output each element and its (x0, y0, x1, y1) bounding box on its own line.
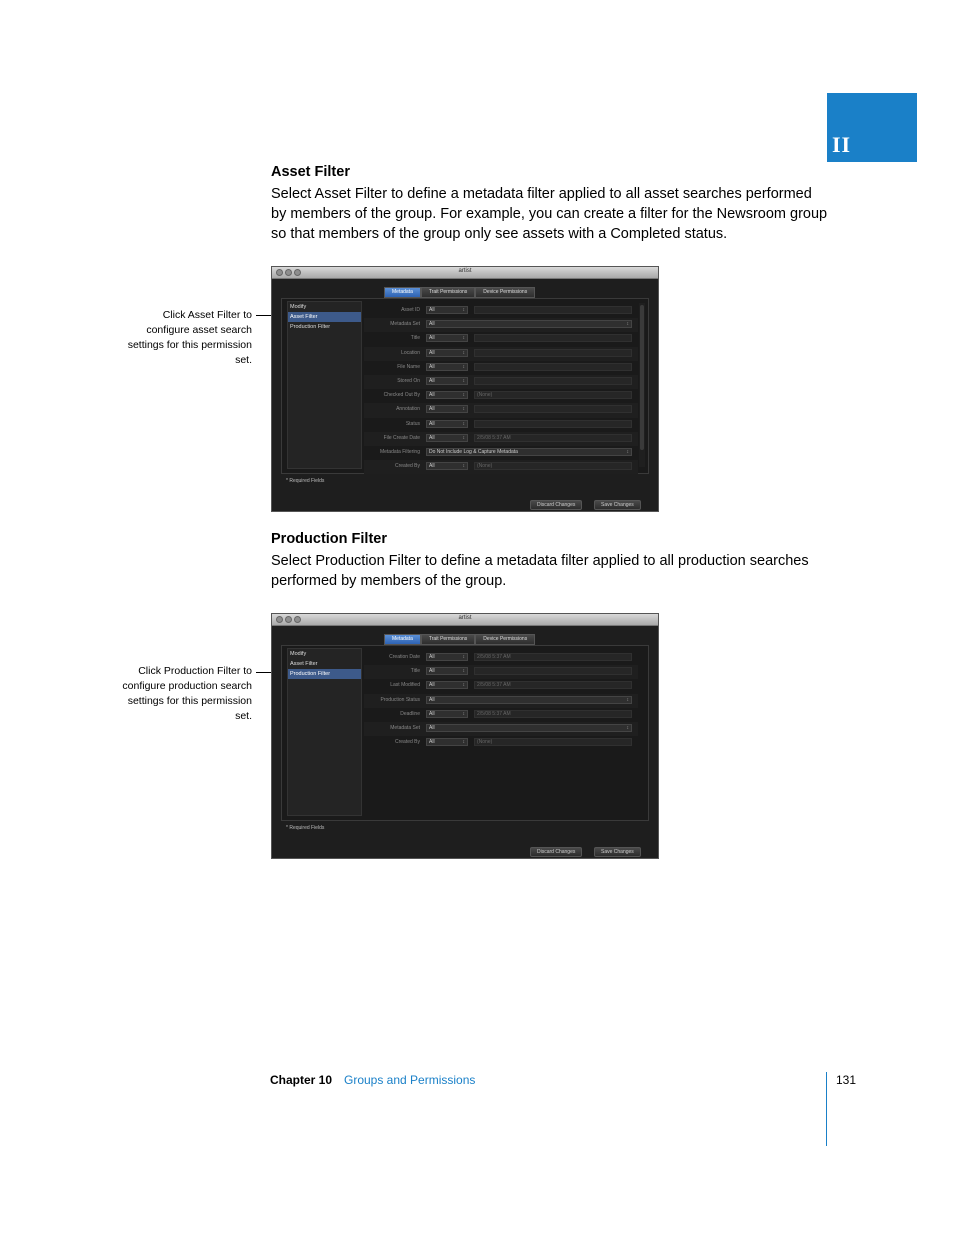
field-operator-select[interactable]: All ↕ (426, 681, 468, 689)
chapter-numeral: II (832, 132, 852, 157)
window-title: artist (458, 268, 472, 274)
field-value-input[interactable] (474, 405, 632, 413)
field-row (364, 446, 638, 460)
field-label: Created By (394, 463, 420, 470)
chapter-tab (827, 93, 917, 162)
sidebar-item-asset-filter[interactable]: Asset Filter (288, 312, 361, 322)
field-operator-select[interactable]: All ↕ (426, 391, 468, 399)
field-operator-select[interactable]: Do Not Include Log & Capture Metadata ↕ (426, 448, 632, 456)
field-label: Status (405, 420, 420, 427)
screenshot-window-production-filter (271, 613, 659, 859)
tab-metadata[interactable]: Metadata (384, 634, 421, 645)
footer-chapter: Chapter 10 (270, 1073, 333, 1087)
field-value-input[interactable]: 2/5/08 5:37 AM (474, 681, 632, 689)
window-title: artist (458, 615, 472, 621)
field-row (364, 375, 638, 389)
field-value-input[interactable]: (None) (474, 738, 632, 746)
field-label: Metadata Set (390, 321, 420, 328)
field-label: Deadline (400, 710, 420, 717)
field-value-input[interactable] (474, 306, 632, 314)
field-label: Title (410, 668, 420, 675)
callout-production-filter: Click Production Filter to configure production search settings for this permission set. (122, 665, 252, 722)
field-row (364, 332, 638, 346)
field-row (364, 403, 638, 417)
window-titlebar (272, 267, 658, 279)
filter-fields (364, 651, 638, 816)
field-value-input[interactable] (474, 420, 632, 428)
discard-changes-button[interactable]: Discard Changes (530, 847, 582, 857)
field-row (364, 722, 638, 736)
field-label: Last Modified (390, 682, 420, 689)
content-frame (281, 298, 649, 474)
field-operator-select[interactable]: All ↕ (426, 738, 468, 746)
field-row (364, 736, 638, 750)
field-operator-select[interactable]: All ↕ (426, 710, 468, 718)
field-row (364, 694, 638, 708)
field-row (364, 347, 638, 361)
field-label: Creation Date (389, 654, 420, 660)
sidebar-item-production-filter[interactable]: Production Filter (288, 669, 361, 679)
screenshot-window-asset-filter (271, 266, 659, 512)
tab-metadata[interactable]: Metadata (384, 287, 421, 298)
field-row (364, 651, 638, 665)
field-operator-select[interactable]: All ↕ (426, 363, 468, 371)
filter-fields (364, 304, 638, 469)
field-value-input[interactable]: 2/5/08 5:37 AM (474, 710, 632, 718)
field-operator-select[interactable]: All ↕ (426, 653, 468, 661)
section-body-asset-filter: Select Asset Filter to define a metadata filter applied to all asset searches performed by members of the group. For example, you can create a filter for the Newsroom group so that members of the group only see assets with a Completed status. (271, 186, 828, 242)
field-row (364, 361, 638, 375)
field-operator-select[interactable]: All ↕ (426, 349, 468, 357)
field-row (364, 460, 638, 474)
sidebar-item-modify[interactable]: Modify (290, 651, 307, 657)
required-fields-note: * Required Fields (286, 478, 325, 484)
field-row (364, 318, 638, 332)
field-operator-select[interactable]: All ↕ (426, 420, 468, 428)
field-operator-select[interactable]: All ↕ (426, 667, 468, 675)
field-label: Production Status (380, 696, 420, 703)
field-operator-select[interactable]: All ↕ (426, 405, 468, 413)
field-value-input[interactable] (474, 377, 632, 385)
scrollbar-thumb[interactable] (640, 305, 644, 450)
section-body-production-filter: Select Production Filter to define a metadata filter applied to all production searches performed by members of the group. (271, 553, 809, 589)
field-row (364, 708, 638, 722)
window-titlebar (272, 614, 658, 626)
field-value-input[interactable]: (None) (474, 391, 632, 399)
field-operator-select[interactable]: All ↕ (426, 320, 632, 328)
field-label: Location (401, 349, 420, 356)
field-row (364, 665, 638, 679)
section-title-production-filter: Production Filter (271, 531, 387, 547)
callout-asset-filter: Click Asset Filter to configure asset search settings for this permission set. (127, 309, 252, 366)
field-value-input[interactable] (474, 363, 632, 371)
field-value-input[interactable] (474, 349, 632, 357)
field-value-input[interactable]: 2/5/08 5:37 AM (474, 434, 632, 442)
field-operator-select[interactable]: All ↕ (426, 724, 632, 732)
save-changes-button[interactable]: Save Changes (594, 847, 641, 857)
field-value-input[interactable]: 2/5/08 5:37 AM (474, 653, 632, 661)
save-changes-button[interactable]: Save Changes (594, 500, 641, 510)
tab-bar (384, 287, 535, 296)
sidebar-item-production-filter[interactable]: Production Filter (290, 324, 331, 330)
field-label: Metadata Filtering (379, 448, 420, 455)
field-row (364, 418, 638, 432)
field-label: Title (410, 335, 420, 342)
field-label: Stored On (397, 377, 420, 384)
field-row (364, 389, 638, 403)
tab-bar (384, 634, 535, 643)
field-operator-select[interactable]: All ↕ (426, 377, 468, 385)
field-row (364, 304, 638, 318)
field-value-input[interactable] (474, 334, 632, 342)
field-operator-select[interactable]: All ↕ (426, 462, 468, 470)
tab-device-permissions[interactable]: Device Permissions (475, 634, 535, 645)
footer-chapter-title[interactable]: Groups and Permissions (344, 1073, 476, 1087)
footer-divider (826, 1072, 827, 1146)
discard-changes-button[interactable]: Discard Changes (530, 500, 582, 510)
tab-trait-permissions[interactable]: Trait Permissions (421, 287, 475, 298)
field-label: Created By (394, 739, 420, 746)
field-value-input[interactable]: (None) (474, 462, 632, 470)
sidebar (287, 648, 362, 816)
sidebar-item-asset-filter[interactable]: Asset Filter (290, 661, 318, 667)
section-title-asset-filter: Asset Filter (271, 164, 350, 180)
scrollbar[interactable] (639, 303, 645, 467)
field-row (364, 432, 638, 446)
field-value-input[interactable] (474, 667, 632, 675)
required-fields-note: * Required Fields (286, 825, 325, 831)
field-operator-select[interactable]: All ↕ (426, 334, 468, 342)
field-label: File Name (397, 363, 420, 370)
field-label: Annotation (396, 406, 420, 413)
field-label: Checked Out By (383, 392, 420, 399)
content-frame (281, 645, 649, 821)
tab-device-permissions[interactable]: Device Permissions (475, 287, 535, 298)
field-operator-select[interactable]: All ↕ (426, 696, 632, 704)
field-label: Asset ID (401, 307, 420, 313)
field-label: Metadata Set (390, 724, 420, 731)
field-row (364, 679, 638, 693)
field-operator-select[interactable]: All ↕ (426, 434, 468, 442)
page-number: 131 (836, 1073, 857, 1087)
sidebar (287, 301, 362, 469)
sidebar-item-modify[interactable]: Modify (290, 304, 307, 310)
field-label: File Create Date (383, 434, 420, 441)
field-operator-select[interactable]: All ↕ (426, 306, 468, 314)
tab-trait-permissions[interactable]: Trait Permissions (421, 634, 475, 645)
